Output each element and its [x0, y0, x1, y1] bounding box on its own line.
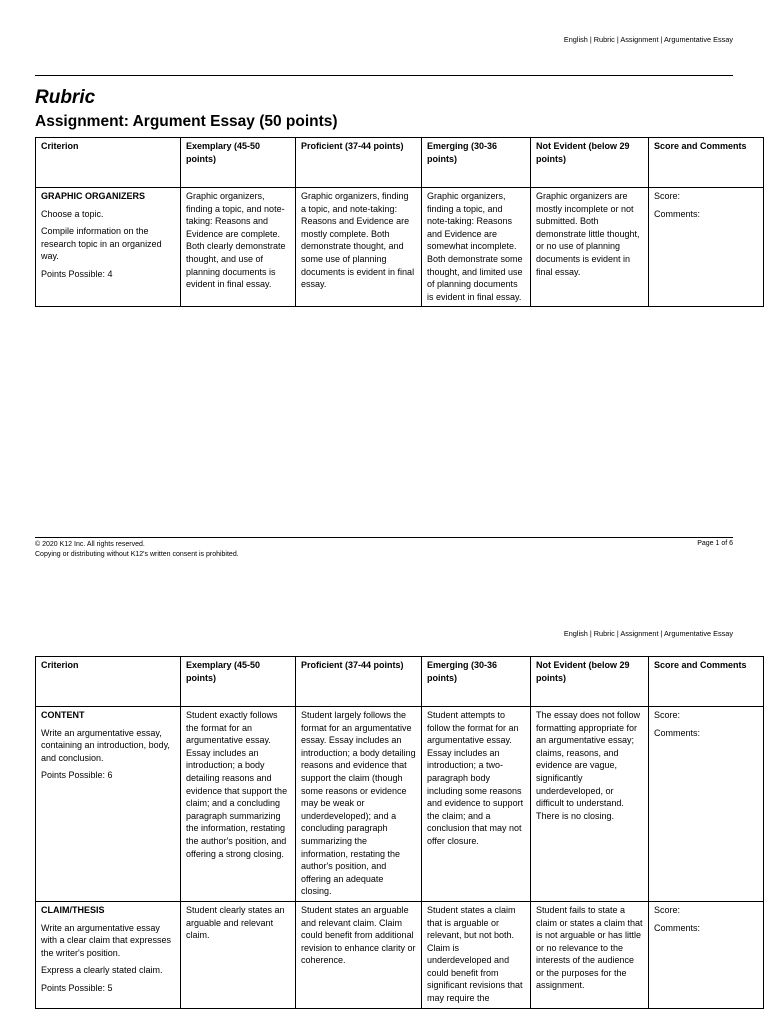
column-header-not-evident: Not Evident (below 29 points)	[531, 138, 649, 188]
not-evident-cell: Graphic organizers are mostly incomplete or not submitted. Both demonstrate little thought, or no use of planning documents is evident in final essay.	[531, 188, 649, 307]
criterion-detail: Express a clearly stated claim.	[41, 965, 163, 976]
points-possible: Points Possible: 4	[41, 268, 113, 279]
copyright-notice: Copying or distributing without K12's written consent is prohibited.	[35, 550, 239, 558]
criterion-cell	[36, 901, 181, 1008]
column-header-score-comments: Score and Comments	[649, 657, 764, 707]
score-comments-cell	[649, 901, 764, 1008]
footer-divider	[35, 537, 733, 538]
points-possible: Points Possible: 6	[41, 770, 113, 781]
document-title: Rubric	[35, 87, 96, 108]
comments-label: Comments:	[654, 208, 701, 219]
proficient-cell: Student states an arguable and relevant claim. Claim could benefit from additional revision to enhance clarity or coherence.	[296, 901, 422, 1008]
column-header-criterion: Criterion	[36, 657, 181, 707]
column-header-emerging: Emerging (30-36 points)	[422, 657, 531, 707]
column-header-proficient: Proficient (37-44 points)	[296, 138, 422, 188]
rubric-table	[35, 656, 764, 1009]
assignment-title: Assignment: Argument Essay (50 points)	[35, 113, 338, 130]
score-label: Score:	[654, 904, 681, 915]
score-label: Score:	[654, 710, 681, 720]
comments-label: Comments:	[654, 727, 701, 738]
running-header: English | Rubric | Assignment | Argumentative Essay	[563, 35, 733, 44]
score-comments-cell	[649, 188, 764, 307]
emerging-cell: Graphic organizers, finding a topic, and note-taking: Reasons and Evidence are somewhat incomplete. Both demonstrate some thought, and limited use of planning documents is evident in final essay.	[422, 188, 531, 307]
criterion-cell	[36, 707, 181, 902]
column-header-emerging: Emerging (30-36 points)	[422, 138, 531, 188]
criterion-name: CONTENT	[41, 710, 85, 720]
emerging-cell: Student states a claim that is arguable or relevant, but not both. Claim is underdeveloped and could benefit from significant revisions that may require the	[422, 901, 531, 1008]
criterion-detail: Compile information on the research topic in an organized way.	[41, 226, 162, 262]
criterion-cell	[36, 188, 181, 307]
page-number: Page 1 of 6	[697, 540, 733, 547]
document-page-2	[0, 590, 768, 1024]
column-header-proficient: Proficient (37-44 points)	[296, 657, 422, 707]
criterion-name: GRAPHIC ORGANIZERS	[41, 191, 146, 201]
table-row	[36, 707, 764, 902]
copyright-text: © 2020 K12 Inc. All rights reserved.	[35, 541, 145, 548]
score-comments-cell	[649, 707, 764, 902]
comments-label: Comments:	[654, 922, 701, 933]
column-header-not-evident: Not Evident (below 29 points)	[531, 657, 649, 707]
rubric-header-row	[36, 138, 764, 188]
column-header-criterion: Criterion	[36, 138, 181, 188]
not-evident-cell: The essay does not follow formatting appropriate for an argumentative essay; claims, reasons, and evidence are vague, significantly underdeveloped, or difficult to understand. There is no closing.	[531, 707, 649, 902]
rubric-header-row	[36, 657, 764, 707]
points-possible: Points Possible: 5	[41, 982, 113, 993]
column-header-exemplary: Exemplary (45-50 points)	[181, 657, 296, 707]
exemplary-cell: Student clearly states an arguable and relevant claim.	[181, 901, 296, 1008]
score-label: Score:	[654, 191, 681, 201]
criterion-name: CLAIM/THESIS	[41, 904, 105, 915]
column-header-score-comments: Score and Comments	[649, 138, 764, 188]
criterion-detail: Write an argumentative essay with a clear claim that expresses the writer's position.	[41, 922, 172, 958]
exemplary-cell: Graphic organizers, finding a topic, and note-taking: Reasons and Evidence are complete. Both clearly demonstrate thought, and use of planning documents is evident in final essay.	[181, 188, 296, 307]
emerging-cell: Student attempts to follow the format for an argumentative essay. Essay includes an introduction; a two-paragraph body including some reasons and evidence to support the claim; and a conclusion that may not offer closure.	[422, 707, 531, 902]
header-divider	[35, 75, 733, 76]
exemplary-cell: Student exactly follows the format for an argumentative essay. Essay includes an introduction; a body detailing reasons and evidence that support the claim; and a concluding paragraph summarizing the information, restating the author's position, and offering a strong closing.	[181, 707, 296, 902]
running-header: English | Rubric | Assignment | Argumentative Essay	[563, 629, 733, 638]
not-evident-cell: Student fails to state a claim or states a claim that is not arguable or has little or no relevance to the interests of the audience or the purposes for the assignment.	[531, 901, 649, 1008]
rubric-table	[35, 137, 764, 307]
table-row	[36, 901, 764, 1008]
table-row	[36, 188, 764, 307]
footer-copyright	[35, 540, 239, 559]
criterion-detail: Write an argumentative essay, containing an introduction, body, and conclusion.	[41, 727, 170, 763]
proficient-cell: Student largely follows the format for an argumentative essay. Essay includes an introduction; a body detailing reasons and evidence that support the claim (though some reasons or evidence may be weak or underdeveloped); and a concluding paragraph summarizing the information, restating the author's position, and offering an adequate closing.	[296, 707, 422, 902]
proficient-cell: Graphic organizers, finding a topic, and note-taking: Reasons and Evidence are mostly complete. Both demonstrate thought, and some use of planning documents is evident in final essay.	[296, 188, 422, 307]
criterion-detail: Choose a topic.	[41, 208, 104, 219]
column-header-exemplary: Exemplary (45-50 points)	[181, 138, 296, 188]
